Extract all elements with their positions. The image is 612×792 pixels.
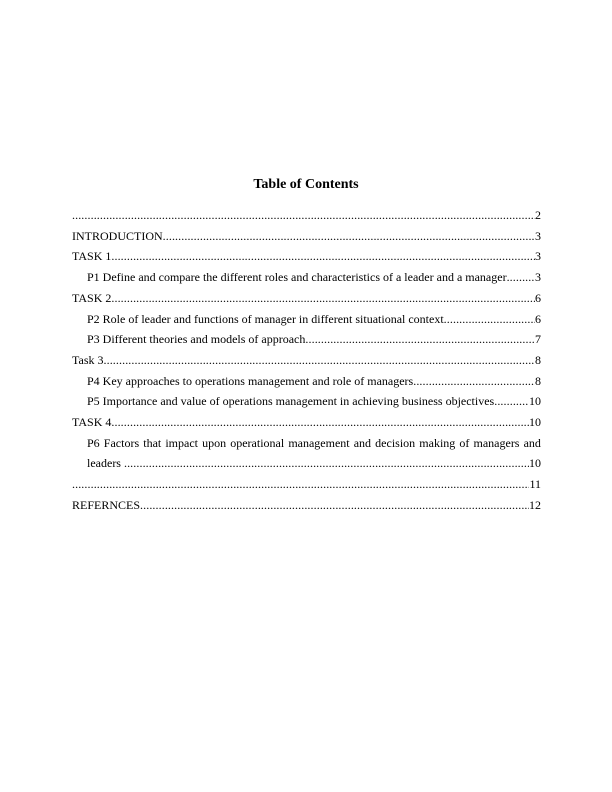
toc-entry-page: 6 bbox=[535, 290, 541, 305]
dot-leader bbox=[163, 226, 535, 247]
toc-entry-page: 3 bbox=[535, 270, 541, 285]
toc-entry-introduction[interactable] bbox=[72, 226, 541, 247]
dot-leader bbox=[72, 474, 529, 495]
toc-entry-p1[interactable] bbox=[72, 267, 541, 288]
toc-entry-continuation bbox=[87, 453, 541, 474]
toc-entry-page: 3 bbox=[535, 249, 541, 264]
toc-entry-label: P2 Role of leader and functions of manager in different situational context bbox=[87, 311, 444, 326]
toc-entry-task-2[interactable] bbox=[72, 288, 541, 309]
toc-entry-label: P3 Different theories and models of approach bbox=[87, 332, 306, 347]
toc-entry-task-3[interactable] bbox=[72, 350, 541, 371]
dot-leader bbox=[507, 267, 535, 288]
dot-leader bbox=[413, 371, 535, 392]
toc-entry-blank-2[interactable] bbox=[72, 474, 541, 495]
toc-entry-label: TASK 2 bbox=[72, 290, 112, 305]
dot-leader bbox=[111, 412, 529, 433]
toc-entry-label: TASK 4 bbox=[72, 415, 112, 430]
toc-entry-page: 10 bbox=[529, 415, 541, 430]
toc-entry-references[interactable] bbox=[72, 495, 541, 516]
dot-leader bbox=[444, 309, 535, 330]
toc-entry-page: 6 bbox=[535, 311, 541, 326]
toc-entry-p5[interactable] bbox=[72, 391, 541, 412]
toc-entry-blank-1[interactable] bbox=[72, 205, 541, 226]
toc-entry-p6[interactable] bbox=[72, 433, 541, 474]
toc-entry-task-1[interactable] bbox=[72, 246, 541, 267]
toc-entry-page: 10 bbox=[529, 456, 541, 471]
toc-entry-label: TASK 1 bbox=[72, 249, 112, 264]
toc-entry-task-4[interactable] bbox=[72, 412, 541, 433]
toc-entry-label: Task 3 bbox=[72, 352, 104, 367]
dot-leader bbox=[140, 495, 529, 516]
toc-entry-label: P4 Key approaches to operations management and role of managers bbox=[87, 373, 414, 388]
toc-entry-label: P6 Factors that impact upon operational management and decision making of managers and bbox=[87, 435, 541, 450]
table-of-contents bbox=[72, 205, 541, 516]
toc-entry-p2[interactable] bbox=[72, 309, 541, 330]
toc-entry-label: P5 Importance and value of operations management in achieving business objectives bbox=[87, 394, 495, 409]
toc-entry-page: 8 bbox=[535, 352, 541, 367]
toc-entry-label: REFERNCES bbox=[72, 497, 141, 512]
toc-entry-page: 10 bbox=[529, 394, 541, 409]
toc-entry-page: 8 bbox=[535, 373, 541, 388]
dot-leader bbox=[124, 453, 529, 474]
toc-entry-label-continued: leaders bbox=[87, 456, 124, 471]
toc-entry-p3[interactable] bbox=[72, 329, 541, 350]
toc-title: Table of Contents bbox=[253, 177, 359, 192]
toc-entry-p4[interactable] bbox=[72, 371, 541, 392]
dot-leader bbox=[111, 288, 535, 309]
dot-leader bbox=[72, 205, 535, 226]
toc-entry-page: 3 bbox=[535, 228, 541, 243]
toc-entry-page: 11 bbox=[529, 477, 541, 492]
toc-entry-page: 2 bbox=[535, 208, 541, 222]
toc-entry-page: 7 bbox=[535, 332, 541, 347]
toc-entry-label: P1 Define and compare the different roles and characteristics of a leader and a manager bbox=[87, 270, 507, 285]
toc-entry-label: INTRODUCTION bbox=[72, 228, 163, 243]
toc-entry-page: 12 bbox=[529, 497, 541, 512]
dot-leader bbox=[494, 391, 529, 412]
dot-leader bbox=[111, 246, 535, 267]
dot-leader bbox=[305, 329, 535, 350]
dot-leader bbox=[104, 350, 536, 371]
